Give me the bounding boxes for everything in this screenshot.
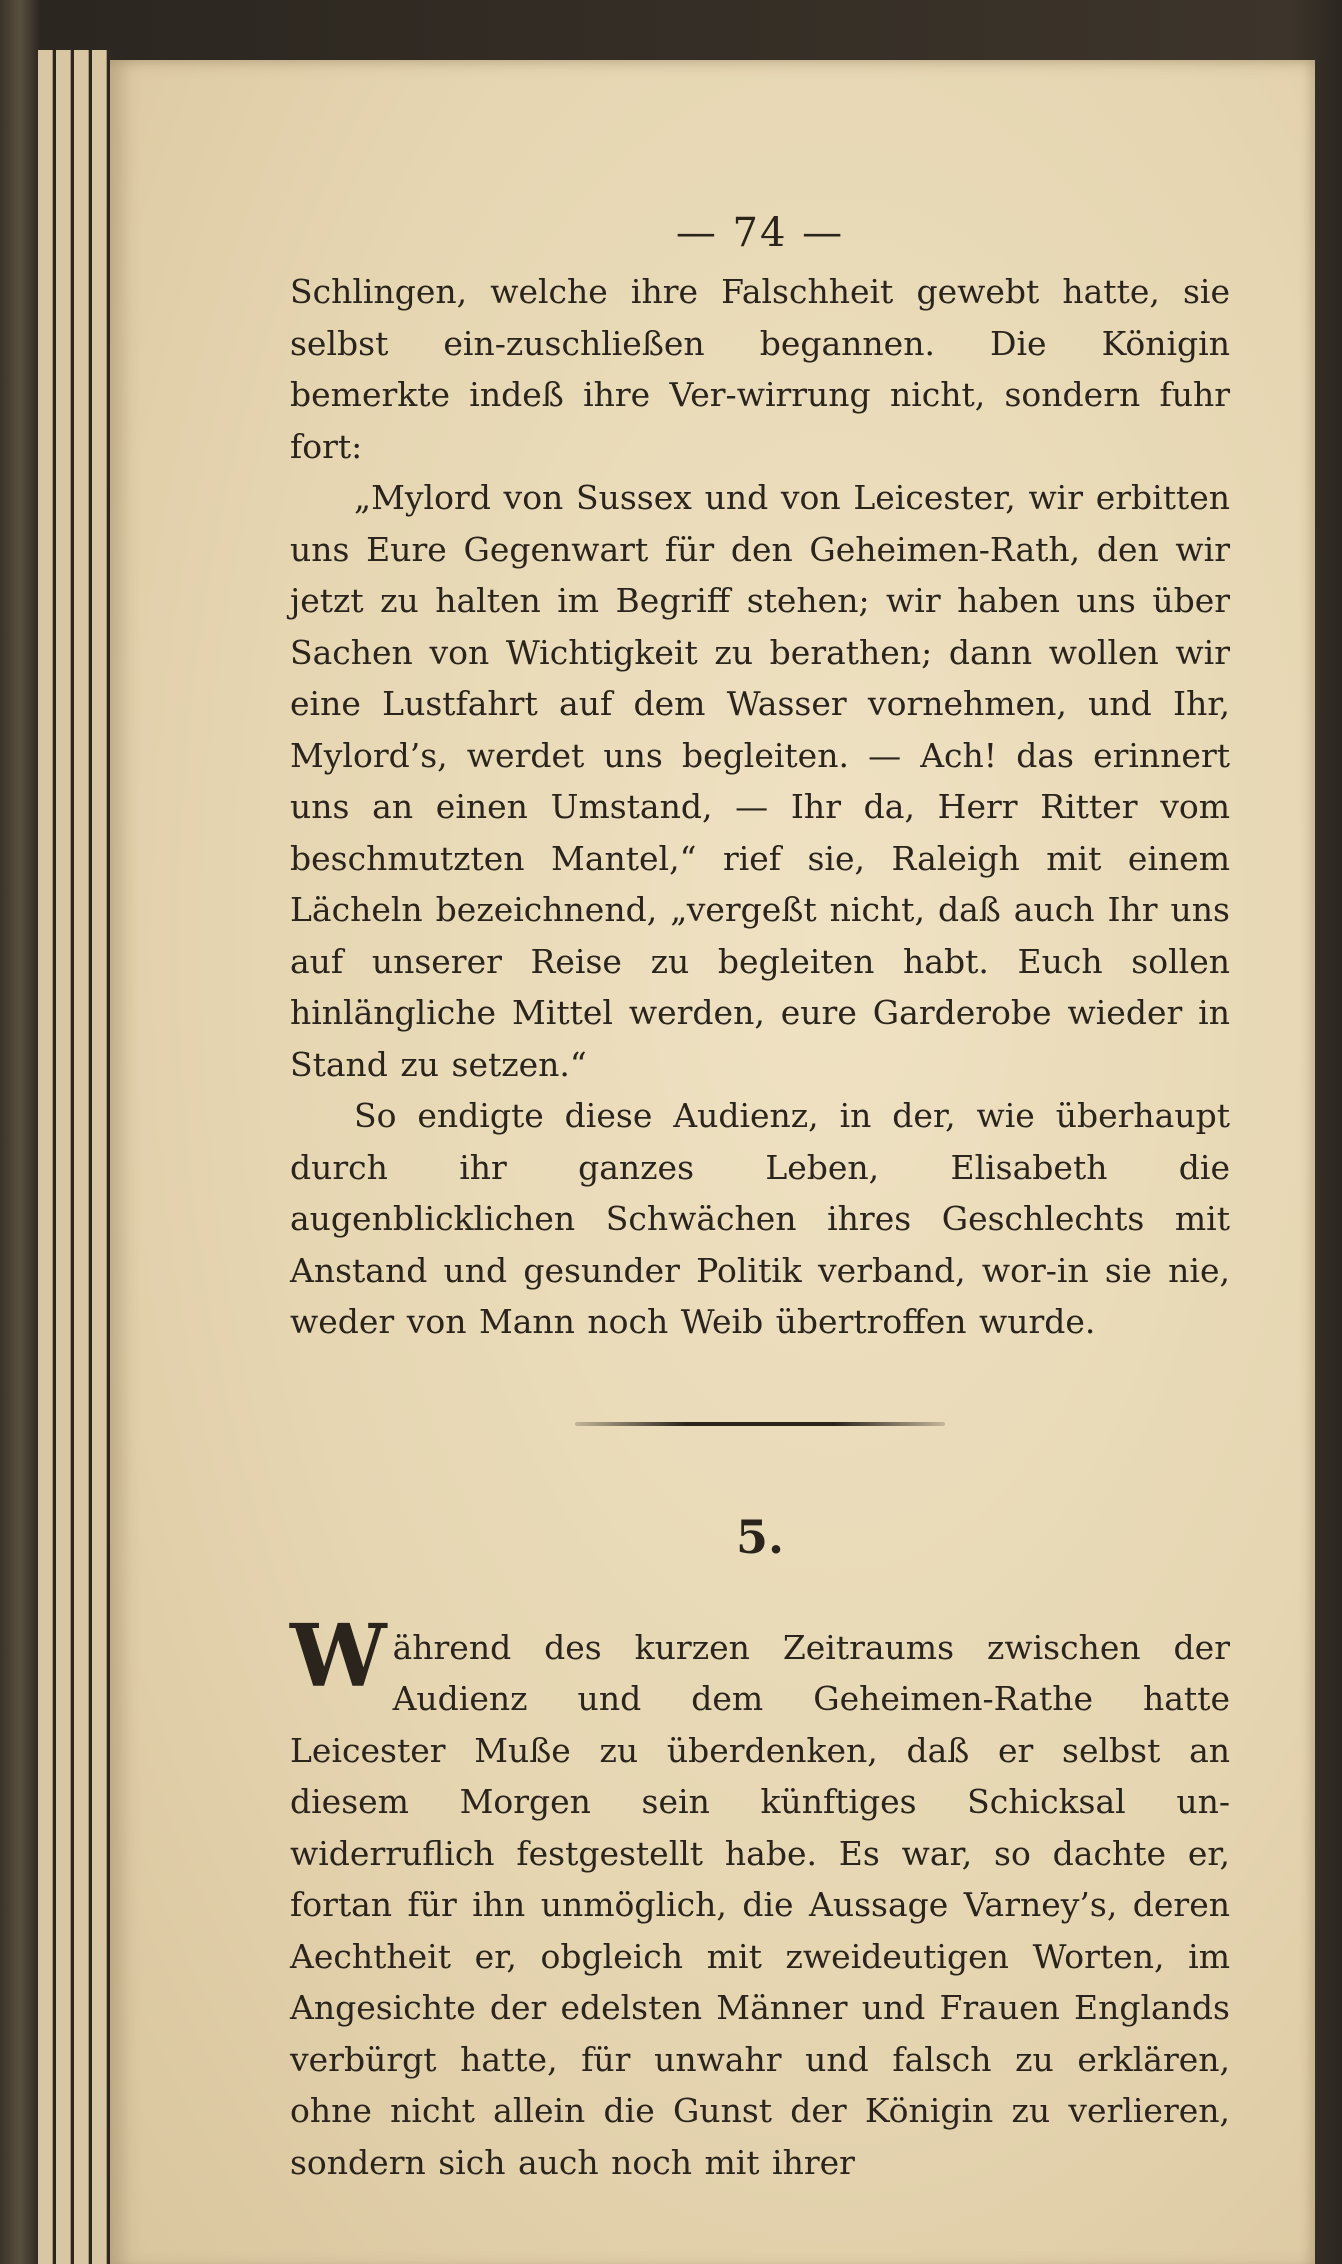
page-edge xyxy=(92,50,107,2264)
drop-cap: W xyxy=(290,1605,387,1707)
page-edge xyxy=(38,50,53,2264)
paragraph-3: So endigte diese Audienz, in der, wie überhaupt durch ihr ganzes Leben, Elisabeth die augenblicklichen Schwächen ihres Geschlechts mit Anstand und gesunder Politik verband, wor-in sie nie, weder von Mann noch Weib übertroffen wurde. xyxy=(290,1096,1230,1341)
page-number: — 74 — xyxy=(675,210,845,256)
chapter-paragraph-text: ährend des kurzen Zeitraums zwischen der Audienz und dem Geheimen-Rathe hatte Leicester Muße zu überdenken, daß er selbst an diesem Morgen sein künftiges Schicksal un-widerruflich festgestellt habe. Es war, so dachte er, fortan für ihn unmöglich, die Aussage Varney’s, deren Aechtheit er, obgleich mit zweideutigen Worten, im Angesichte der edelsten Männer und Frauen Englands verbürgt hatte, für unwahr und falsch zu erklären, ohne nicht allein die Gunst der Königin zu verlieren, sondern sich auch noch mit ihrer xyxy=(290,1627,1230,2182)
page-edge xyxy=(74,50,89,2264)
paragraph-1: Schlingen, welche ihre Falschheit gewebt hatte, sie selbst ein-zuschließen begannen. Die Königin bemerkte indeß ihre Ver-wirrung nicht, sondern fuhr fort: xyxy=(290,272,1230,466)
page-edge xyxy=(56,50,71,2264)
page-content xyxy=(290,210,1230,2188)
paragraph-2: „Mylord von Sussex und von Leicester, wir erbitten uns Eure Gegenwart für den Geheimen-Rath, den wir jetzt zu halten im Begriff stehen; wir haben uns über Sachen von Wichtigkeit zu berathen; dann wollen wir eine Lustfahrt auf dem Wasser vornehmen, und Ihr, Mylord’s, werdet uns begleiten. — Ach! das erinnert uns an einen Umstand, — Ihr da, Herr Ritter vom beschmutzten Mantel,“ rief sie, Raleigh mit einem Lächeln bezeichnend, „vergeßt nicht, daß auch Ihr uns auf unserer Reise zu begleiten habt. Euch sollen hinlängliche Mittel werden, eure Garderobe wieder in Stand zu setzen.“ xyxy=(290,478,1230,1084)
chapter-paragraph xyxy=(290,1605,1230,2189)
chapter-number: 5. xyxy=(735,1509,785,1564)
section-divider xyxy=(575,1422,945,1426)
